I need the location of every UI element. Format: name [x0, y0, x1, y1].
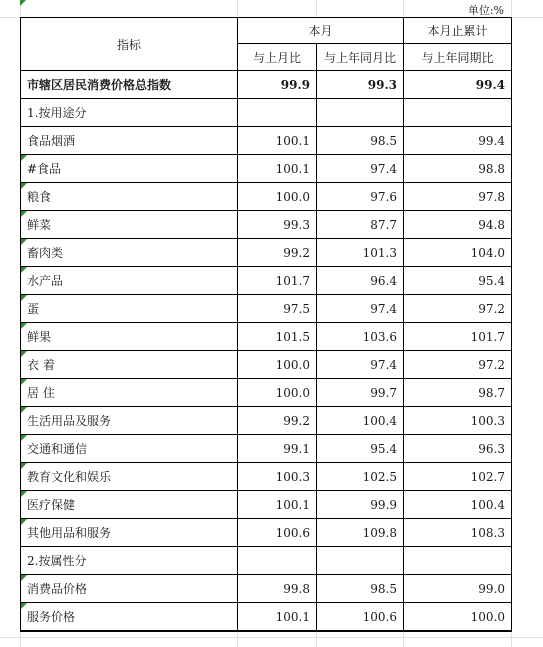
- header-cumulative[interactable]: 本月止累计: [404, 18, 512, 44]
- value-vs-same-period-last-year[interactable]: 100.0: [404, 603, 512, 632]
- table-row: [21, 239, 512, 267]
- value-vs-same-period-last-year[interactable]: [404, 99, 512, 127]
- value-vs-same-month-last-year[interactable]: 97.4: [317, 295, 404, 323]
- row-name-cell[interactable]: [21, 491, 238, 519]
- row-name-cell[interactable]: [21, 127, 238, 155]
- value-vs-same-period-last-year[interactable]: 94.8: [404, 211, 512, 239]
- value-vs-last-month[interactable]: 97.5: [238, 295, 317, 323]
- row-name: 畜肉类: [27, 246, 64, 260]
- value-vs-same-period-last-year[interactable]: 100.3: [404, 407, 512, 435]
- row-name-cell[interactable]: [21, 379, 238, 407]
- row-name-cell[interactable]: [21, 547, 238, 575]
- header-current-month[interactable]: 本月: [238, 18, 404, 44]
- row-name: 2.按属性分: [27, 554, 87, 568]
- cell-marker: [21, 463, 27, 469]
- row-name-cell[interactable]: [21, 211, 238, 239]
- value-vs-last-month[interactable]: 100.6: [238, 519, 317, 547]
- cell-marker: [21, 519, 27, 525]
- value-vs-same-month-last-year[interactable]: 102.5: [317, 463, 404, 491]
- row-name: 教育文化和娱乐: [27, 470, 112, 484]
- value-vs-same-month-last-year[interactable]: 109.8: [317, 519, 404, 547]
- row-name: 衣 着: [27, 358, 55, 372]
- value-vs-last-month[interactable]: 100.0: [238, 379, 317, 407]
- table-row: [21, 71, 512, 99]
- table-row: [21, 491, 512, 519]
- table-row: [21, 267, 512, 295]
- value-vs-same-month-last-year[interactable]: 99.9: [317, 491, 404, 519]
- value-vs-same-period-last-year[interactable]: 101.7: [404, 323, 512, 351]
- value-vs-same-period-last-year[interactable]: 97.8: [404, 183, 512, 211]
- table-row: [21, 547, 512, 575]
- row-name: 1.按用途分: [27, 106, 87, 120]
- cell-marker: [20, 0, 26, 6]
- value-vs-same-period-last-year[interactable]: 108.3: [404, 519, 512, 547]
- row-name: 市辖区居民消费价格总指数: [27, 78, 172, 92]
- row-name-cell[interactable]: [21, 239, 238, 267]
- cell-marker: [21, 351, 27, 357]
- value-vs-last-month[interactable]: [238, 547, 317, 575]
- row-name-cell[interactable]: [21, 519, 238, 547]
- table-row: [21, 435, 512, 463]
- value-vs-same-month-last-year[interactable]: 99.3: [317, 71, 404, 99]
- table-row: [21, 379, 512, 407]
- value-vs-last-month[interactable]: 101.5: [238, 323, 317, 351]
- table-row: [21, 463, 512, 491]
- grid-line: [0, 637, 543, 638]
- table-row: [21, 155, 512, 183]
- cell-marker: [21, 267, 27, 273]
- cell-marker: [21, 323, 27, 329]
- table-row: [21, 603, 512, 632]
- row-name: 蛋: [27, 302, 40, 316]
- row-name-cell[interactable]: [21, 435, 238, 463]
- value-vs-last-month[interactable]: 99.3: [238, 211, 317, 239]
- value-vs-last-month[interactable]: 100.3: [238, 463, 317, 491]
- value-vs-same-month-last-year[interactable]: [317, 547, 404, 575]
- row-name: 居 住: [27, 386, 55, 400]
- header-vs-same-period-last-year[interactable]: 与上年同期比: [404, 44, 512, 71]
- cpi-table: [20, 17, 512, 632]
- value-vs-same-period-last-year[interactable]: 100.4: [404, 491, 512, 519]
- row-name-cell[interactable]: [21, 99, 238, 127]
- value-vs-last-month[interactable]: 100.1: [238, 603, 317, 632]
- unit-label: 单位:%: [467, 4, 504, 17]
- row-name: 生活用品及服务: [27, 414, 112, 428]
- cell-marker: [21, 491, 27, 497]
- table-row: [21, 99, 512, 127]
- value-vs-last-month[interactable]: 100.1: [238, 155, 317, 183]
- value-vs-same-month-last-year[interactable]: 100.6: [317, 603, 404, 632]
- row-name: 其他用品和服务: [27, 526, 112, 540]
- row-name: 交通和通信: [27, 442, 88, 456]
- value-vs-same-month-last-year[interactable]: [317, 99, 404, 127]
- value-vs-same-period-last-year[interactable]: 104.0: [404, 239, 512, 267]
- row-name-cell[interactable]: [21, 575, 238, 603]
- value-vs-same-month-last-year[interactable]: 103.6: [317, 323, 404, 351]
- value-vs-last-month[interactable]: 99.8: [238, 575, 317, 603]
- table-row: [21, 211, 512, 239]
- header-vs-last-month[interactable]: 与上月比: [238, 44, 317, 71]
- table-row: [21, 183, 512, 211]
- row-name: 食品烟酒: [27, 134, 76, 148]
- value-vs-same-period-last-year[interactable]: 97.2: [404, 351, 512, 379]
- row-name: 医疗保健: [27, 498, 76, 512]
- row-name: 鲜菜: [27, 218, 52, 232]
- value-vs-same-period-last-year[interactable]: 95.4: [404, 267, 512, 295]
- value-vs-last-month[interactable]: 99.9: [238, 71, 317, 99]
- cell-marker: [21, 407, 27, 413]
- value-vs-same-month-last-year[interactable]: 87.7: [317, 211, 404, 239]
- value-vs-last-month[interactable]: 99.1: [238, 435, 317, 463]
- row-name-cell[interactable]: [21, 295, 238, 323]
- table-row: [21, 295, 512, 323]
- cell-marker: [21, 603, 27, 609]
- value-vs-same-period-last-year[interactable]: 96.3: [404, 435, 512, 463]
- value-vs-same-month-last-year[interactable]: 98.5: [317, 127, 404, 155]
- value-vs-same-month-last-year[interactable]: 96.4: [317, 267, 404, 295]
- value-vs-same-period-last-year[interactable]: 98.8: [404, 155, 512, 183]
- table-row: [21, 519, 512, 547]
- row-name-cell[interactable]: [21, 323, 238, 351]
- value-vs-same-month-last-year[interactable]: 97.4: [317, 351, 404, 379]
- value-vs-last-month[interactable]: [238, 99, 317, 127]
- value-vs-last-month[interactable]: 100.1: [238, 491, 317, 519]
- cell-marker: [21, 211, 27, 217]
- value-vs-last-month[interactable]: 99.2: [238, 407, 317, 435]
- cell-marker: [21, 155, 27, 161]
- cell-marker: [21, 295, 27, 301]
- value-vs-last-month[interactable]: 100.1: [238, 127, 317, 155]
- table-row: [21, 575, 512, 603]
- value-vs-last-month[interactable]: 100.0: [238, 351, 317, 379]
- row-name-cell[interactable]: [21, 603, 238, 632]
- value-vs-last-month[interactable]: 101.7: [238, 267, 317, 295]
- table-row: [21, 407, 512, 435]
- value-vs-same-period-last-year[interactable]: [404, 547, 512, 575]
- value-vs-same-period-last-year[interactable]: 99.4: [404, 71, 512, 99]
- table-row: [21, 323, 512, 351]
- row-name-cell[interactable]: [21, 71, 238, 99]
- row-name-cell[interactable]: [21, 183, 238, 211]
- value-vs-same-month-last-year[interactable]: 97.4: [317, 155, 404, 183]
- cell-marker: [21, 239, 27, 245]
- row-name-cell[interactable]: [21, 407, 238, 435]
- row-name: 服务价格: [27, 610, 76, 624]
- row-name: 鲜果: [27, 330, 52, 344]
- value-vs-same-period-last-year[interactable]: 102.7: [404, 463, 512, 491]
- header-vs-same-month-last-year[interactable]: 与上年同月比: [317, 44, 404, 71]
- value-vs-same-period-last-year[interactable]: 99.4: [404, 127, 512, 155]
- cell-marker: [21, 183, 27, 189]
- row-name-cell[interactable]: [21, 351, 238, 379]
- cell-marker: [21, 435, 27, 441]
- row-name: 粮食: [27, 190, 52, 204]
- row-name-cell[interactable]: [21, 267, 238, 295]
- row-name: 消费品价格: [27, 582, 88, 596]
- header-indicator[interactable]: 指标: [21, 18, 238, 71]
- cell-marker: [21, 575, 27, 581]
- value-vs-same-month-last-year[interactable]: 101.3: [317, 239, 404, 267]
- value-vs-same-period-last-year[interactable]: 97.2: [404, 295, 512, 323]
- value-vs-same-period-last-year[interactable]: 98.7: [404, 379, 512, 407]
- value-vs-same-month-last-year[interactable]: 99.7: [317, 379, 404, 407]
- row-name: #食品: [27, 162, 62, 176]
- cell-marker: [21, 379, 27, 385]
- value-vs-last-month[interactable]: 100.0: [238, 183, 317, 211]
- table-row: [21, 127, 512, 155]
- table-row: [21, 351, 512, 379]
- value-vs-same-month-last-year[interactable]: 98.5: [317, 575, 404, 603]
- value-vs-same-month-last-year[interactable]: 100.4: [317, 407, 404, 435]
- row-name: 水产品: [27, 274, 64, 288]
- value-vs-same-month-last-year[interactable]: 95.4: [317, 435, 404, 463]
- value-vs-same-period-last-year[interactable]: 99.0: [404, 575, 512, 603]
- row-name-cell[interactable]: [21, 155, 238, 183]
- row-name-cell[interactable]: [21, 463, 238, 491]
- value-vs-same-month-last-year[interactable]: 97.6: [317, 183, 404, 211]
- value-vs-last-month[interactable]: 99.2: [238, 239, 317, 267]
